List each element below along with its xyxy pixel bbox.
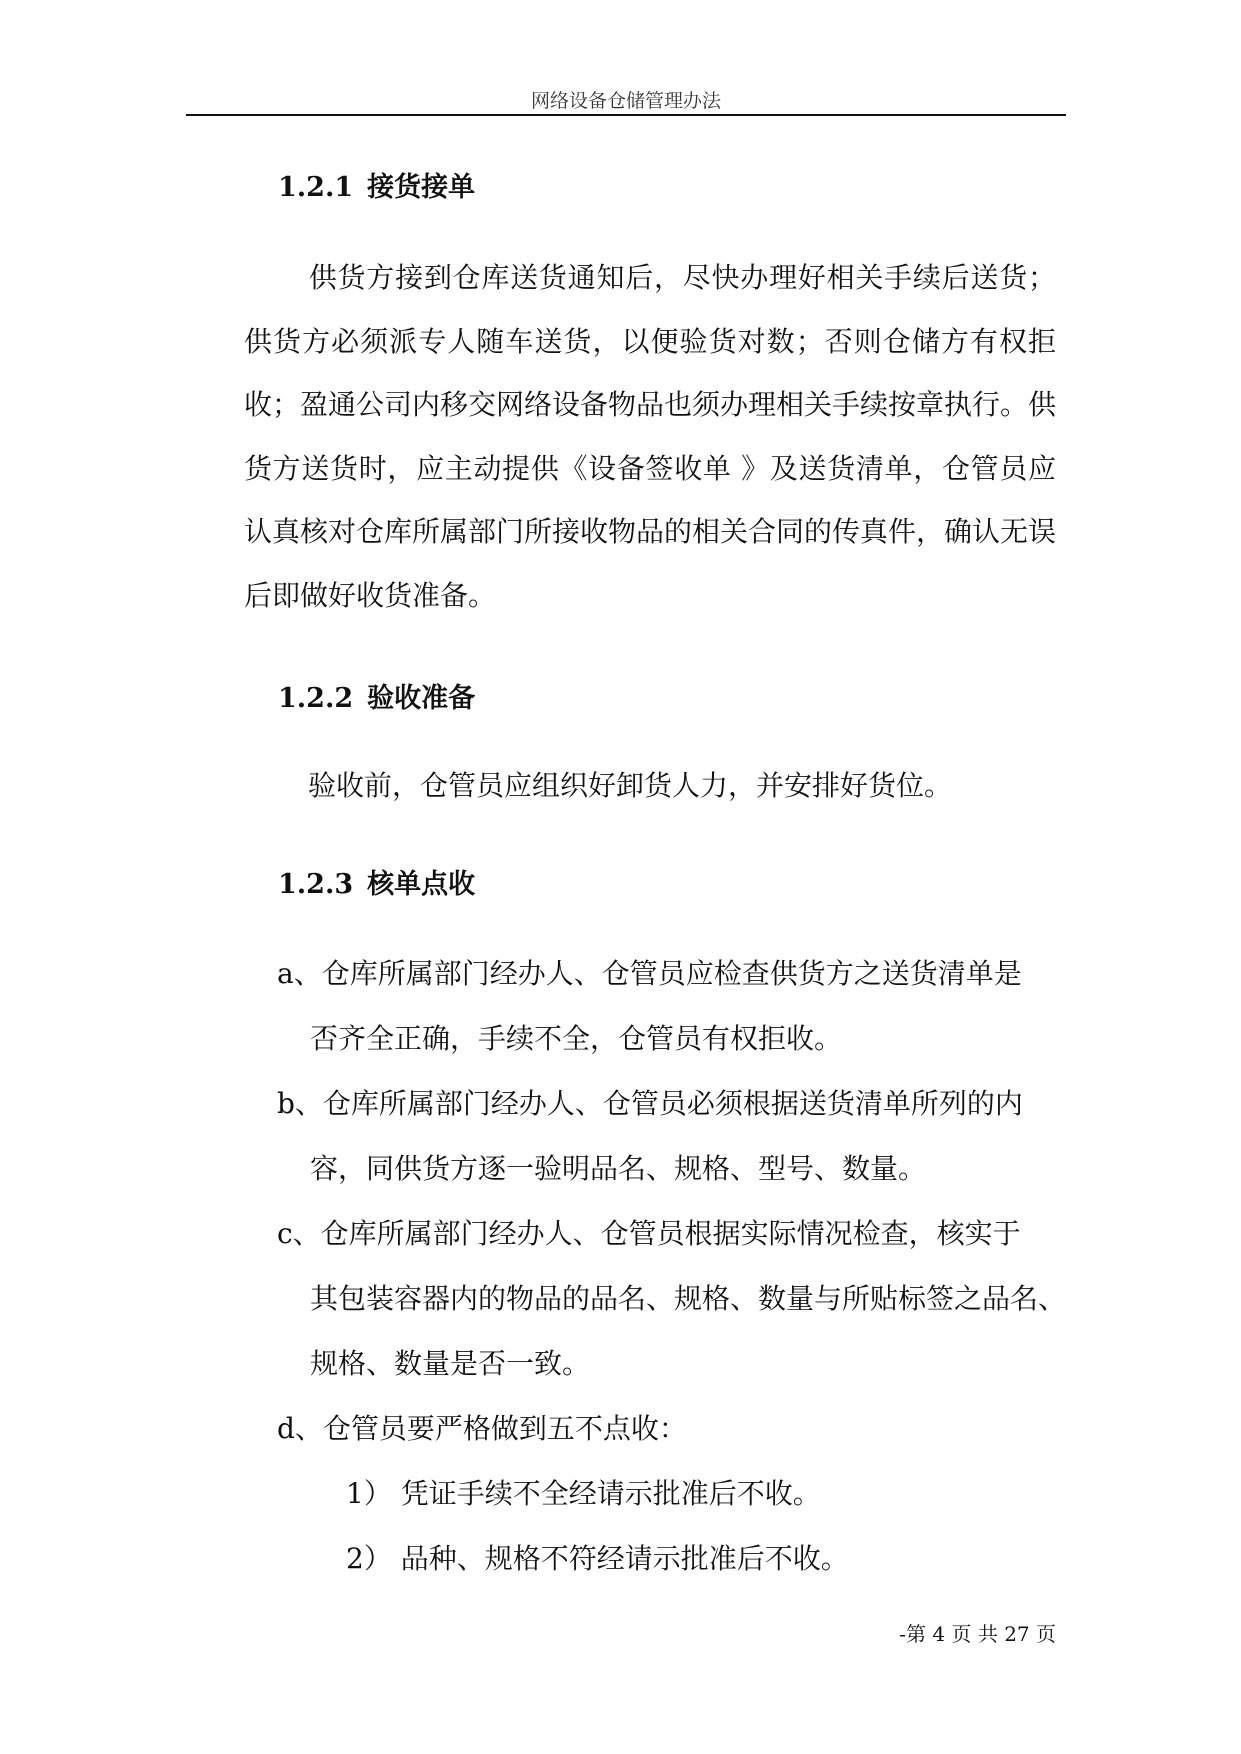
section-title: 验收准备 bbox=[367, 683, 476, 714]
section-number: 1.2.3 bbox=[278, 869, 354, 900]
section-title: 核单点收 bbox=[367, 869, 476, 900]
paragraph-text: 验收前，仓管员应组织好卸货人力，并安排好货位。 bbox=[308, 769, 953, 802]
list-item-line: 其包装容器内的物品的品名、规格、数量与所贴标签之品名、 bbox=[310, 1282, 1067, 1315]
paragraph-text: 供货方接到仓库送货通知后，尽快办理好相关手续后送货；供货方必须派专人随车送货，以便验货对数；否则仓储方有权拒收；盈通公司内移交网络设备物品也须办理相关手续按章执行。供货方送货时，应主动提供《设备签收单 》及送货清单，仓管员应认真核对仓库所属部门所接收物品的相关合同的传真件，确认无误后即做好收货准备。 bbox=[244, 261, 1057, 612]
sub-list-item: 2） 品种、规格不符经请示批准后不收。 bbox=[346, 1542, 849, 1575]
page-header: 网络设备仓储管理办法 bbox=[530, 90, 721, 112]
list-item-line: b、仓库所属部门经办人、仓管员必须根据送货清单所列的内 bbox=[277, 1087, 1023, 1120]
section-title: 接货接单 bbox=[367, 172, 476, 203]
list-item-line: a、仓库所属部门经办人、仓管员应检查供货方之送货清单是 bbox=[277, 957, 1022, 990]
section-paragraph bbox=[244, 754, 1056, 818]
section-number: 1.2.2 bbox=[278, 683, 354, 714]
header-rule bbox=[186, 114, 1066, 116]
list-item-line: 否齐全正确，手续不全，仓管员有权拒收。 bbox=[310, 1022, 843, 1055]
section-heading bbox=[278, 676, 475, 715]
section-heading bbox=[278, 862, 475, 901]
list-item-line: c、仓库所属部门经办人、仓管员根据实际情况检查，核实于 bbox=[277, 1217, 1021, 1250]
list-item-line: d、仓管员要严格做到五不点收： bbox=[277, 1412, 687, 1445]
page-footer: -第 4 页 共 27 页 bbox=[899, 1622, 1056, 1646]
sub-list-item: 1） 凭证手续不全经请示批准后不收。 bbox=[346, 1477, 821, 1510]
section-heading bbox=[278, 165, 475, 204]
section-paragraph bbox=[244, 246, 1056, 628]
list-item-line: 容，同供货方逐一验明品名、规格、型号、数量。 bbox=[310, 1152, 927, 1185]
section-number: 1.2.1 bbox=[278, 172, 354, 203]
list-item-line: 规格、数量是否一致。 bbox=[310, 1347, 591, 1380]
